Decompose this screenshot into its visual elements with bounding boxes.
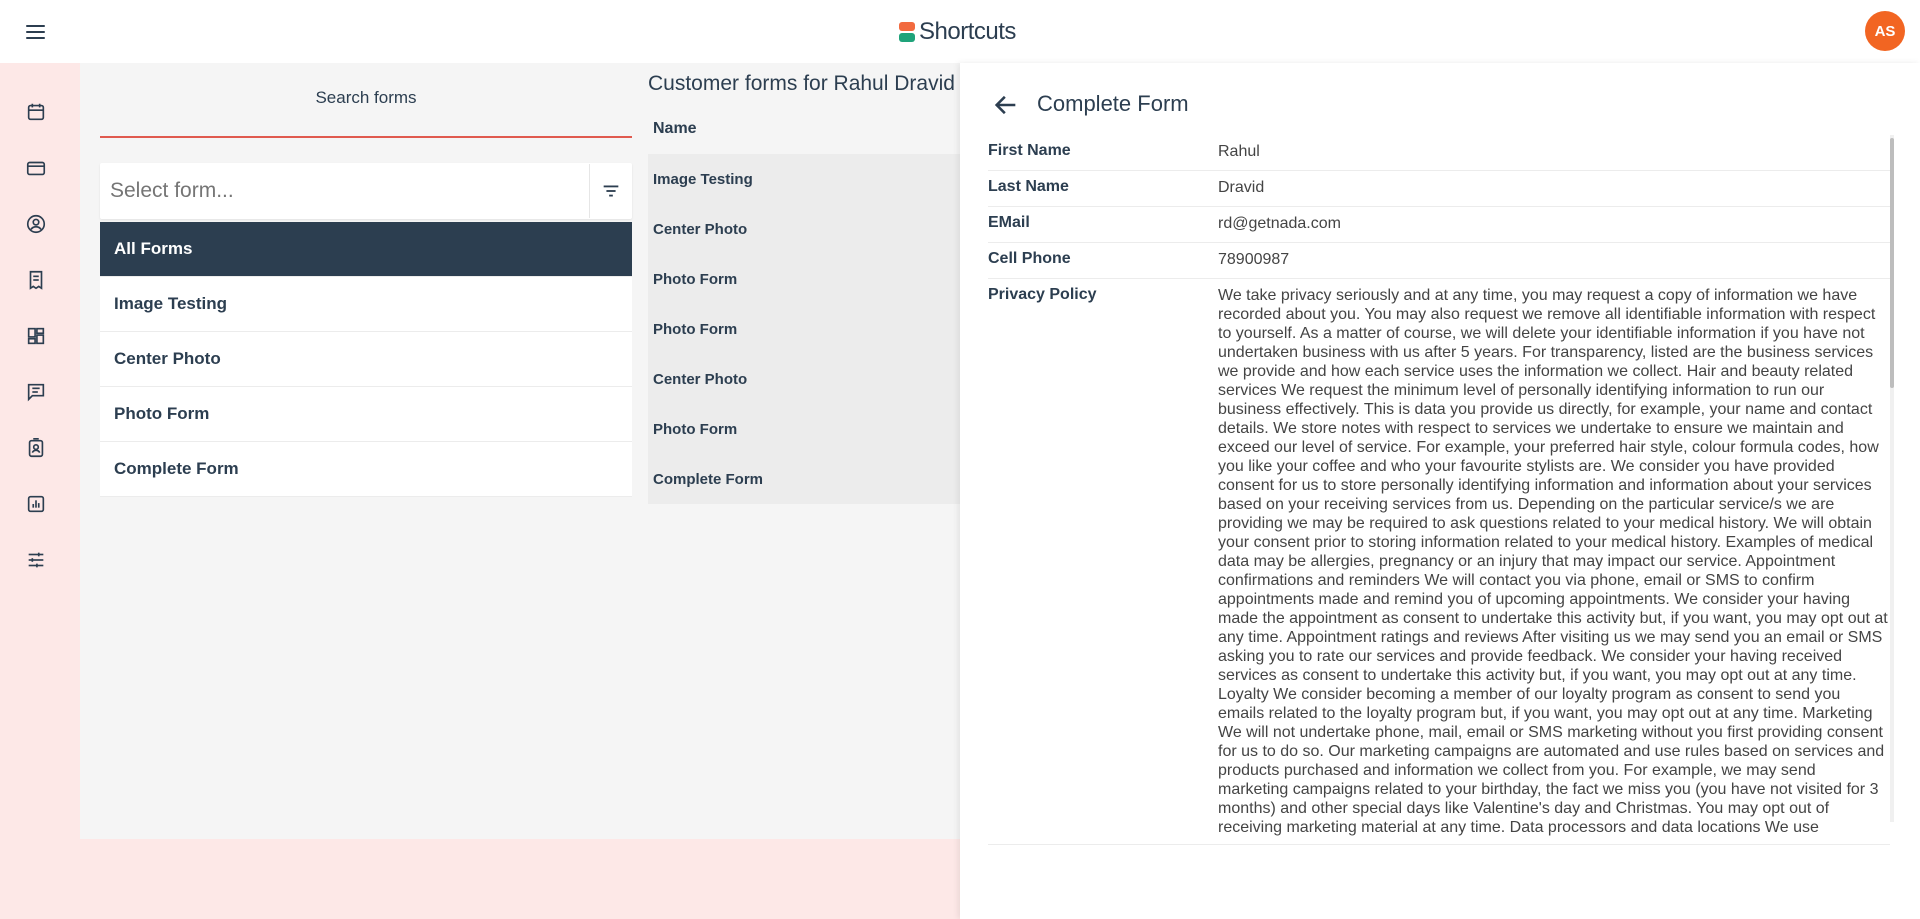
form-list-item-all-forms[interactable]: All Forms bbox=[100, 222, 632, 277]
field-row-cell-phone bbox=[988, 243, 1890, 279]
form-select-input[interactable] bbox=[110, 175, 580, 207]
top-bar bbox=[0, 0, 1920, 63]
form-fields[interactable] bbox=[988, 135, 1890, 836]
dashboard-icon[interactable] bbox=[22, 322, 50, 350]
logo-mark-icon bbox=[899, 22, 915, 42]
field-row-email bbox=[988, 207, 1890, 243]
sliders-icon[interactable] bbox=[22, 546, 50, 574]
hamburger-menu-icon[interactable] bbox=[22, 20, 50, 44]
field-label: Cell Phone bbox=[988, 250, 1071, 267]
table-row[interactable]: Photo Form bbox=[653, 420, 738, 438]
contact-card-icon[interactable] bbox=[22, 434, 50, 462]
table-row[interactable]: Photo Form bbox=[653, 270, 738, 288]
table-row[interactable]: Photo Form bbox=[653, 320, 738, 338]
field-label: First Name bbox=[988, 142, 1071, 159]
field-label: EMail bbox=[988, 214, 1030, 231]
field-row-first-name bbox=[988, 135, 1890, 171]
table-row[interactable]: Center Photo bbox=[653, 220, 748, 238]
search-forms-title: Search forms bbox=[315, 88, 417, 107]
form-list-item-image-testing[interactable]: Image Testing bbox=[100, 277, 632, 332]
customer-forms-title: Customer forms for Rahul Dravid bbox=[648, 72, 955, 95]
form-list-item-photo-form[interactable]: Photo Form bbox=[100, 387, 632, 442]
customer-forms-table bbox=[648, 154, 960, 504]
form-list-item-complete-form[interactable]: Complete Form bbox=[100, 442, 632, 497]
receipt-icon[interactable] bbox=[22, 266, 50, 294]
back-arrow-icon[interactable] bbox=[990, 89, 1022, 121]
search-title-underline bbox=[100, 136, 632, 138]
table-row[interactable]: Center Photo bbox=[653, 370, 748, 388]
filter-icon[interactable] bbox=[589, 164, 631, 218]
form-select[interactable] bbox=[100, 163, 632, 219]
avatar[interactable]: AS bbox=[1865, 11, 1905, 51]
field-row-last-name bbox=[988, 171, 1890, 207]
field-value: We take privacy seriously and at any time, you may request a copy of information we have recorded about you. You may also request we remove all identifiable information with respect to yourself. As a matter of course, we will delete your identifiable information if you have not undertaken business with us after 5 years. For transparency, listed are the business services we provide and how each service uses the information we collect. Hair and beauty related services We request the minimum level of personally identifying information to run our business effectively. This is data you provide us directly, for example, your name and contact details. We store notes with respect to services we undertake to ensure we maintain and exceed our level of service. For example, your preferred hair style, colour formula codes, how you like your coffee and who your favourite stylists are. We consider you have provided consent for us to store personally identifying information and information about your services based on your receiving services from us. Depending on the particular service/s we are providing we may be required to ask questions related to your medical history. We will obtain your consent prior to storing information related to your medical history. Examples of medical data may be allergies, pregnancy or an injury that may impact our service. Appointment confirmations and reminders We will contact you via phone, email or SMS to confirm appointments made and remind you of upcoming appointments. We consider your having made the appointment as consent to undertake this activity but, if you want, you may opt out at any time. Appointment ratings and reviews After visiting us we may send you an email or SMS asking you to rate our services and provide feedback. We consider your having received services as consent to undertake this activity but, if you want, you may opt out at any time. Loyalty We consider becoming a member of our loyalty program as consent to send you emails related to the loyalty program but, if you want, you may opt out at any time. Marketing We will not undertake phone, mail, email or SMS marketing without you first providing consent for us to do so. Our marketing campaigns are automated and use rules based on services and products purchased and information we collect from you. For example, we may send marketing campaigns related to your birthday, the fact we miss you (you have not visited for 3 months) and other special days like Valentine's day and Christmas. You may opt out of receiving marketing material at any time. Data processors and data locations We use bbox=[1218, 287, 1888, 836]
drawer-title: Complete Form bbox=[1037, 91, 1189, 116]
field-label: Last Name bbox=[988, 178, 1069, 195]
logo-text: Shortcuts bbox=[919, 18, 1016, 45]
form-list-item-center-photo[interactable]: Center Photo bbox=[100, 332, 632, 387]
column-header-name[interactable]: Name bbox=[653, 120, 697, 137]
field-row-privacy-policy bbox=[988, 279, 1890, 845]
message-icon[interactable] bbox=[22, 378, 50, 406]
calendar-icon[interactable] bbox=[22, 98, 50, 126]
field-value: 78900987 bbox=[1218, 251, 1290, 268]
scrollbar-thumb[interactable] bbox=[1890, 138, 1894, 388]
user-circle-icon[interactable] bbox=[22, 210, 50, 238]
form-detail-drawer bbox=[960, 63, 1920, 919]
table-row[interactable]: Complete Form bbox=[653, 470, 764, 488]
field-value: Dravid bbox=[1218, 179, 1265, 196]
field-value: rd@getnada.com bbox=[1218, 215, 1341, 232]
side-nav bbox=[0, 63, 80, 919]
field-value: Rahul bbox=[1218, 143, 1260, 160]
form-list bbox=[100, 222, 632, 497]
logo[interactable] bbox=[899, 18, 1016, 46]
credit-card-icon[interactable] bbox=[22, 154, 50, 182]
bar-chart-icon[interactable] bbox=[22, 490, 50, 518]
field-label: Privacy Policy bbox=[988, 286, 1097, 303]
table-row[interactable]: Image Testing bbox=[653, 170, 753, 188]
